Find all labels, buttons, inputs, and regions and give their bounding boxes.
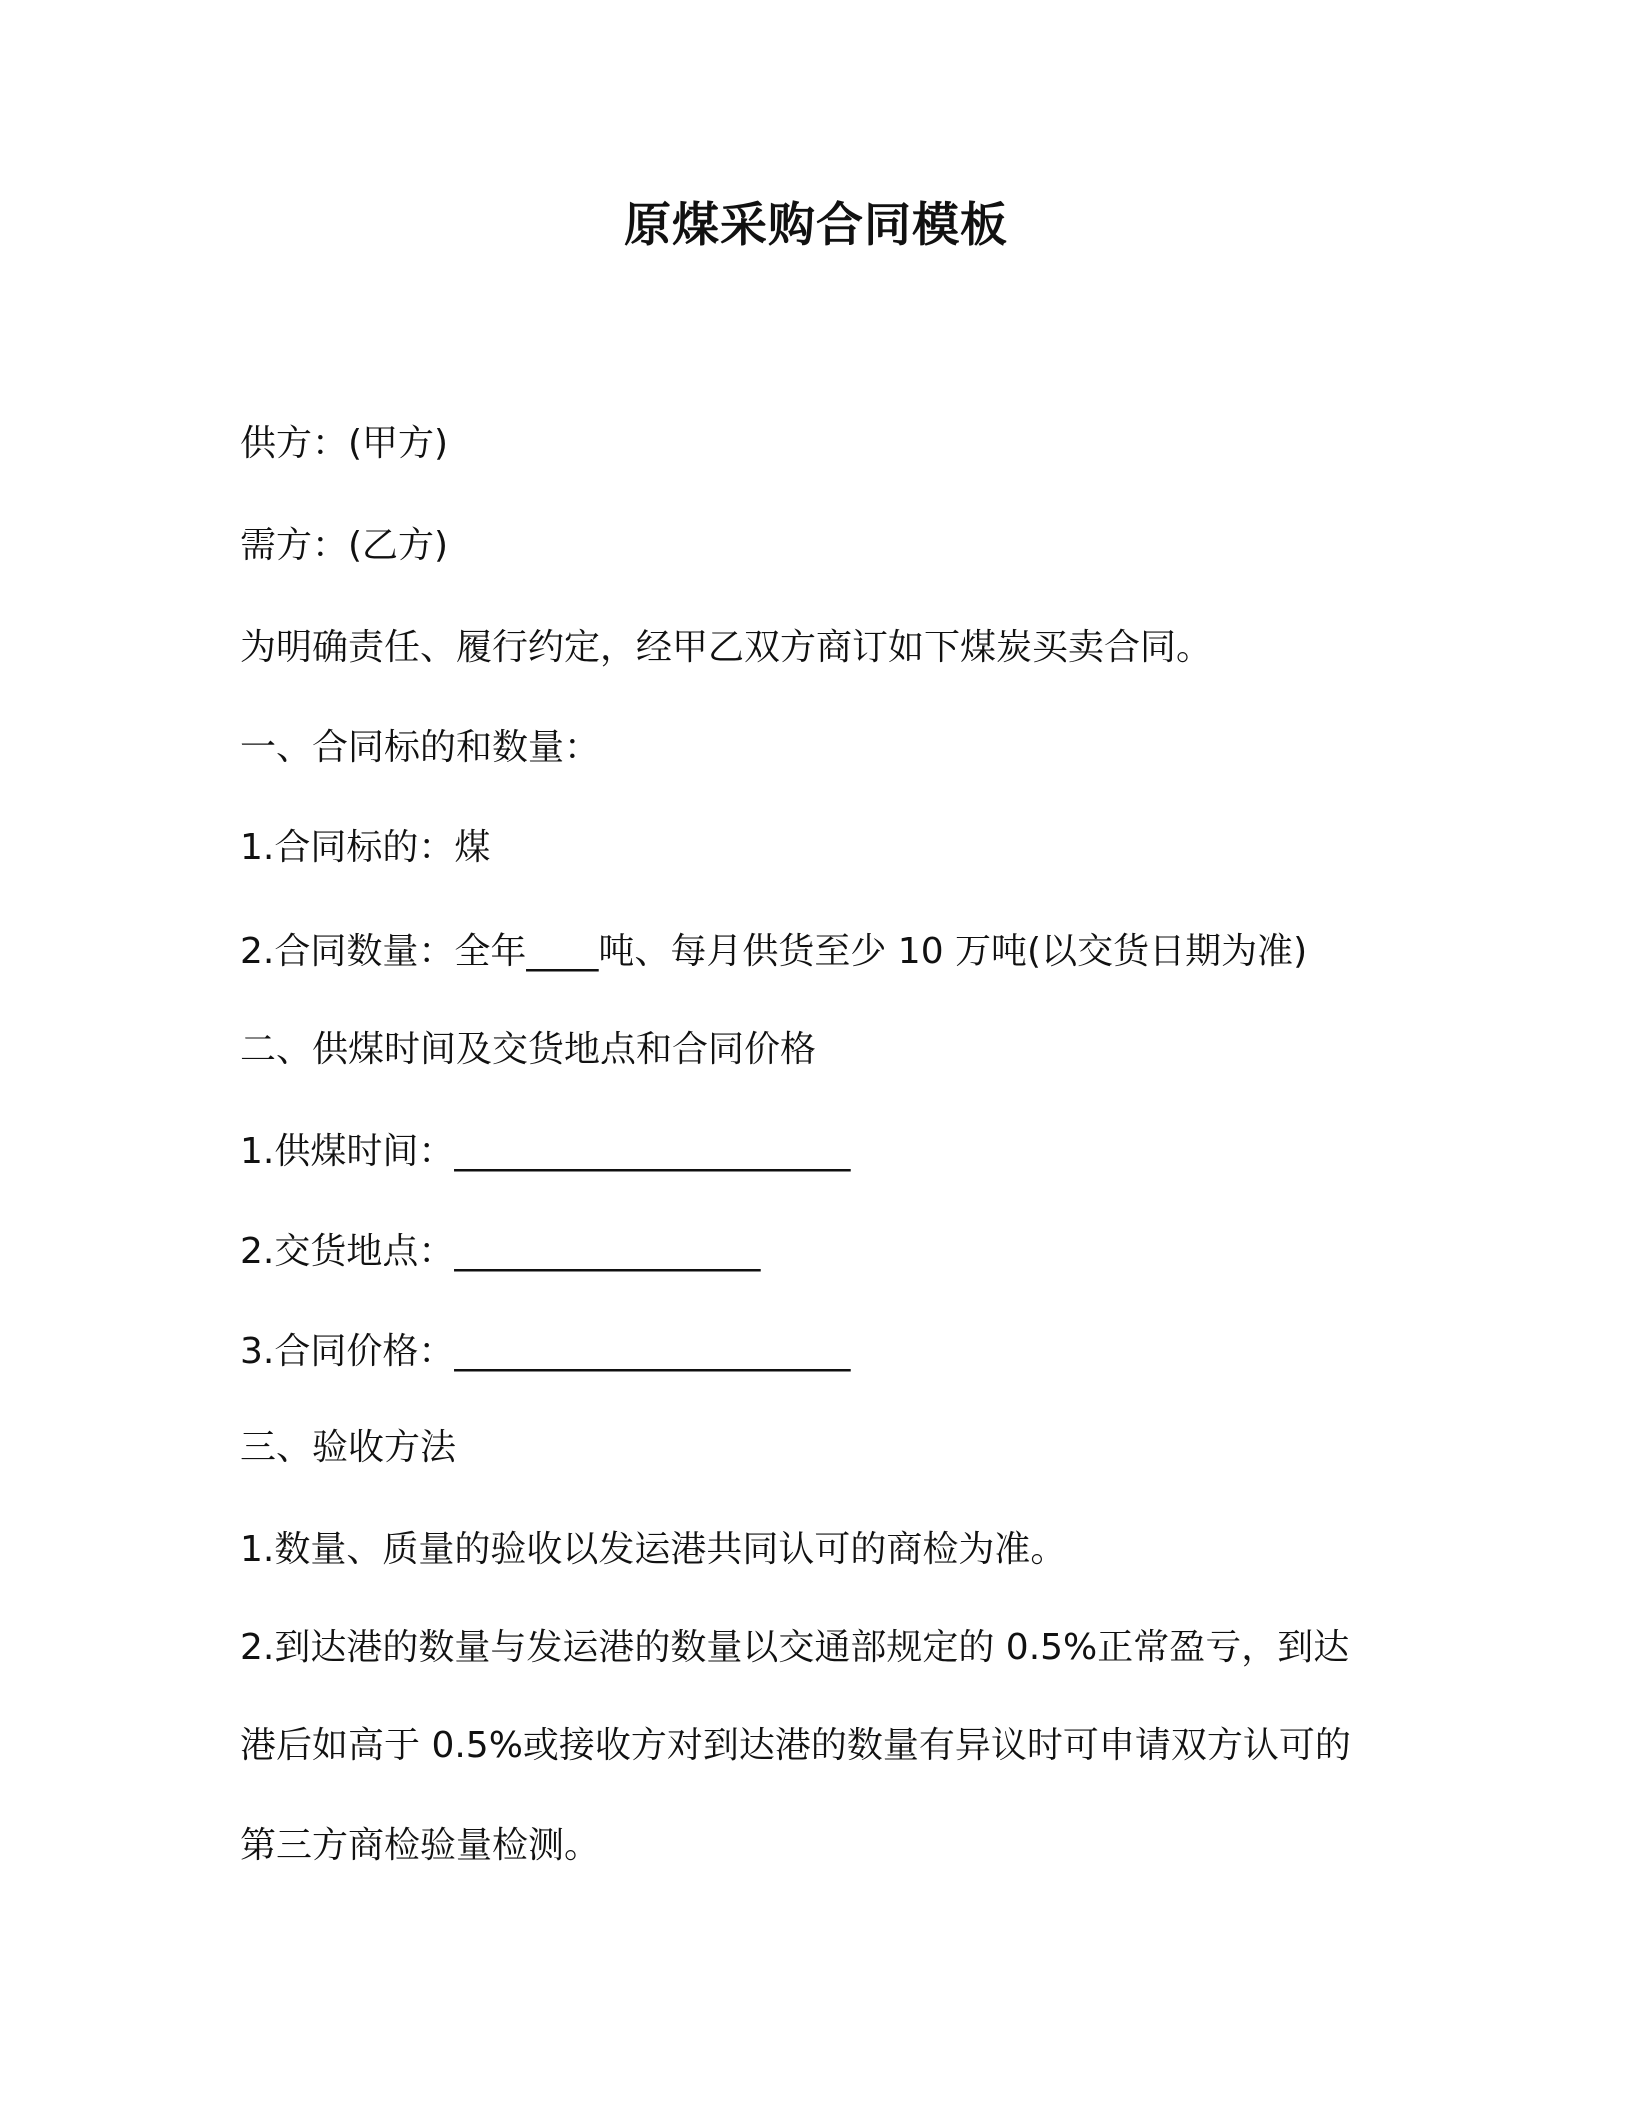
section-heading-3: 三、验收方法 [240,1427,457,1468]
clause-1-2: 2.合同数量：全年____吨、每月供货至少 10 万吨(以交货日期为准) [240,931,1308,972]
clause-1-1: 1.合同标的：煤 [240,827,491,868]
clause-2-1: 1.供煤时间：______________________ [240,1131,851,1172]
document-title: 原煤采购合同模板 [624,198,1008,253]
clause-3-2-line-1: 2.到达港的数量与发运港的数量以交通部规定的 0.5%正常盈亏，到达 [240,1627,1350,1668]
buyer-line: 需方：(乙方) [240,525,449,566]
section-heading-1: 一、合同标的和数量： [240,727,601,768]
clause-2-3: 3.合同价格：______________________ [240,1331,851,1372]
clause-2-2: 2.交货地点：_________________ [240,1231,761,1272]
section-heading-2: 二、供煤时间及交货地点和合同价格 [240,1029,817,1070]
clause-3-2-line-3: 第三方商检验量检测。 [240,1825,601,1866]
preamble-paragraph: 为明确责任、履行约定，经甲乙双方商订如下煤炭买卖合同。 [240,627,1213,668]
clause-3-2-line-2: 港后如高于 0.5%或接收方对到达港的数量有异议时可申请双方认可的 [240,1725,1351,1766]
supplier-line: 供方：(甲方) [240,423,449,464]
clause-3-1: 1.数量、质量的验收以发运港共同认可的商检为准。 [240,1529,1067,1570]
